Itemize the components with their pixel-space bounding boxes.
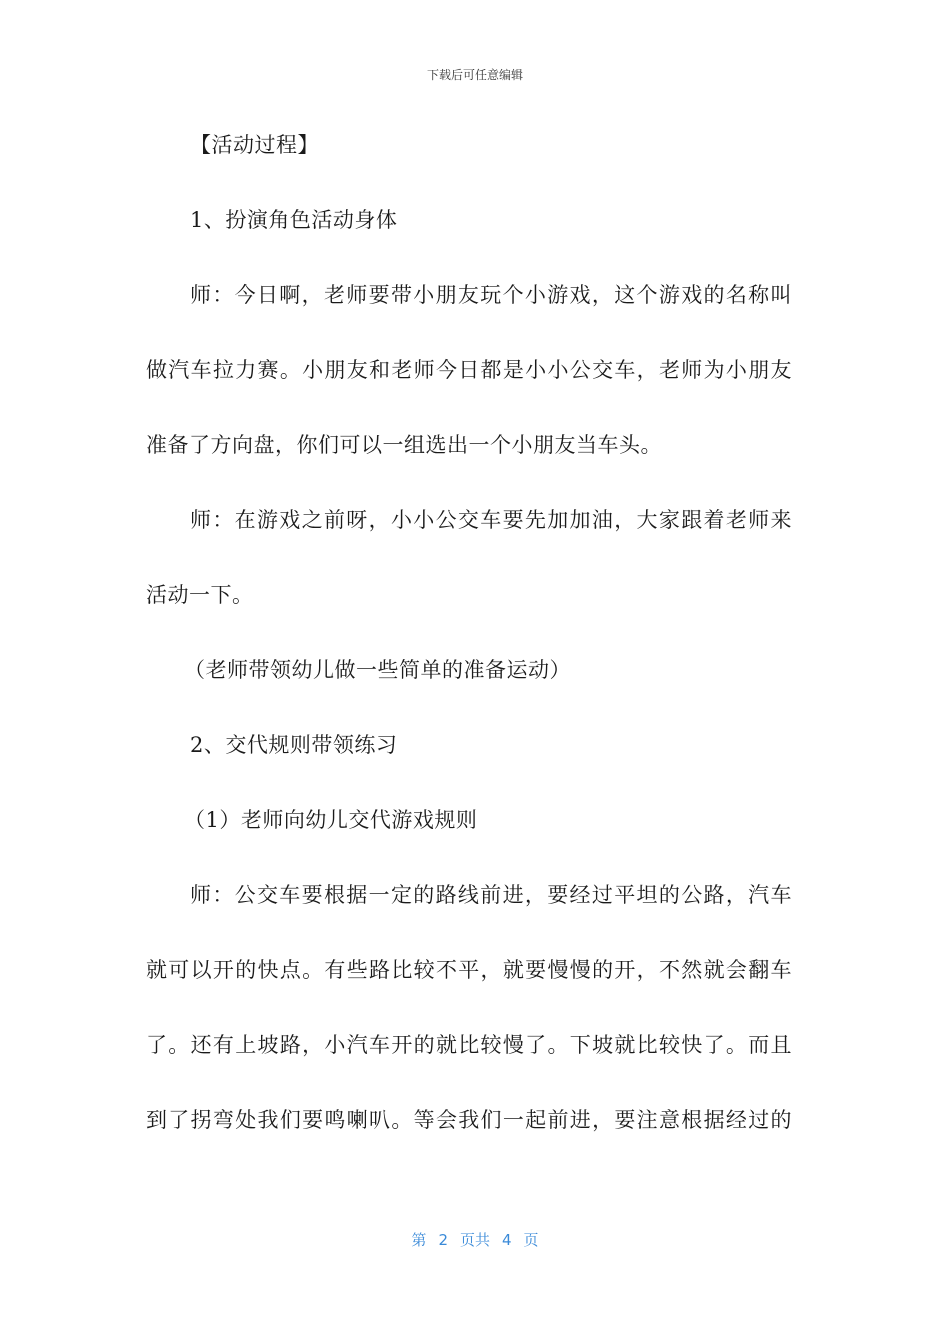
step-1-heading: 1、扮演角色活动身体 xyxy=(190,208,398,232)
section-heading-activity-process: 【活动过程】 xyxy=(190,133,319,157)
paragraph-line: 就可以开的快点。有些路比较不平，就要慢慢的开，不然就会翻车 xyxy=(146,958,792,982)
page-label-mid: 页共 xyxy=(459,1231,490,1249)
current-page-number: 2 xyxy=(438,1231,448,1249)
paragraph-line: 师：在游戏之前呀，小小公交车要先加加油，大家跟着老师来 xyxy=(190,508,792,532)
paragraph-line: 师：公交车要根据一定的路线前进，要经过平坦的公路，汽车 xyxy=(190,883,792,907)
page-label-prefix: 第 xyxy=(411,1231,427,1249)
page-label-suffix: 页 xyxy=(523,1231,539,1249)
paragraph-line: 做汽车拉力赛。小朋友和老师今日都是小小公交车，老师为小朋友 xyxy=(146,358,792,382)
step-2-heading: 2、交代规则带领练习 xyxy=(190,733,398,757)
paragraph-line: 准备了方向盘，你们可以一组选出一个小朋友当车头。 xyxy=(146,433,662,457)
document-body xyxy=(146,126,792,1176)
stage-direction: （老师带领幼儿做一些简单的准备运动） xyxy=(184,658,571,682)
total-pages-number: 4 xyxy=(502,1231,512,1249)
paragraph-line: 活动一下。 xyxy=(146,583,254,607)
page-footer xyxy=(0,1229,950,1250)
page-header-note: 下载后可任意编辑 xyxy=(426,68,523,82)
paragraph-line: 到了拐弯处我们要鸣喇叭。等会我们一起前进，要注意根据经过的 xyxy=(146,1108,792,1132)
sub-step-1-heading: （1）老师向幼儿交代游戏规则 xyxy=(184,808,478,832)
paragraph-line: 了。还有上坡路，小汽车开的就比较慢了。下坡就比较快了。而且 xyxy=(146,1033,792,1057)
paragraph-line: 师：今日啊，老师要带小朋友玩个小游戏，这个游戏的名称叫 xyxy=(190,283,792,307)
